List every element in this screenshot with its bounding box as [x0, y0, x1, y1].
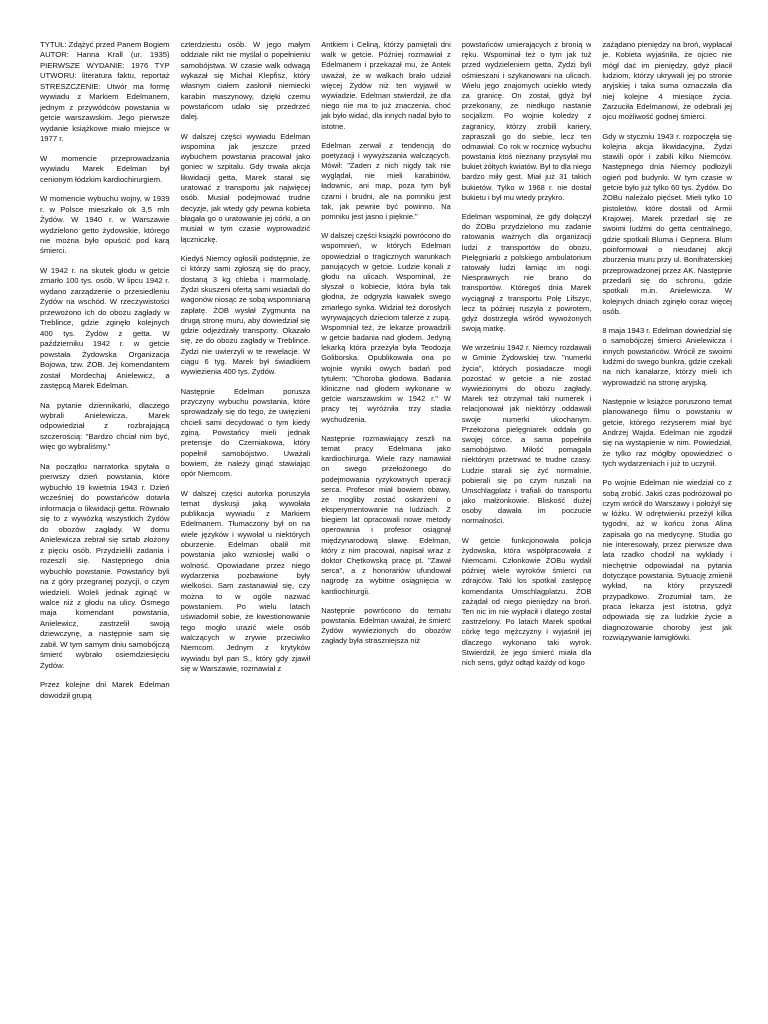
text-column-3 [321, 40, 451, 980]
paragraph: Na pytanie dziennikarki, dlaczego wybrali Anielewicza, Marek odpowiedział z rozbrajającą szczerością: "Bardzo chciał nim być, więc go wybraliśmy." [40, 400, 170, 452]
paragraph: We wrześniu 1942 r. Niemcy rozdawali w Gminie Żydowskiej tzw. "numerki życia", których posiadacze mogli pozostać w getcie a nie zostać wywiezionymi do obozu zagłady. Marek też otrzymał taki numerek i relacjonował jak niektórzy oddawali swoje numerki ukochanym. Przełożona pielęgniarek oddała go swojej córce, a sama popełniła samobójstwo. Miłość pomagała niektórym przetrwać te trudne czasy. Ludzie starali się żyć normalnie, pobierali się po czym ruszali na Umschlagplatz i trafiali do transportu jako małżonkowie. Bliskość dużej osoby dawała im poczucie normalności. [461, 343, 592, 526]
paragraph: Następnie powrócono do tematu powstania. Edelman uważał, że śmierć Żydów wywiezionych do obozów zagłady była straszniejsza niż [321, 605, 451, 646]
paragraph: powstańców umierających z bronią w ręku. Wspominał też o tym jak tuż przed wydzieleniem getta, Żydzi byli ośmieszani i szykanowani na ulicach. Wielu jego znajomych uciekło wtedy za granicę. On został, gdyż był przekonany, że niedługo nastanie socjalizm. Po wojnie koledzy z zagranicy, którzy zrobili kariery, zapraszali go do siebie, lecz ten odmawiał. Co rok w rocznicę wybuchu powstania ktoś nieznany przysyłał mu bukiet żółtych kwiatów. Był to dla niego bardzo miły gest. Miał już 31 takich bukietów. Tylko w 1968 r. nie dostał bukietu i był mu wtedy przykro. [461, 40, 592, 202]
paragraph: zażądano pieniędzy na broń, wypłacał je. Kobieta wyjaśniła, że ojciec nie mógł dać im pieniędzy, gdyż płacił ludziom, którzy ukrywali jej po stronie aryjskiej i taka suma oznaczała dla niej kolejne 4 miesiące życia. Zarzuciła Edelmanowi, że odebrali jej ojcu możliwość godnej śmierci. [602, 40, 732, 122]
paragraph: Kiedyś Niemcy ogłosili podstępnie, że ci którzy sami zgłoszą się do pracy, dostaną 3 kg chleba i marmoladę. Żydzi skuszeni ofertą sami wsiadali do wagonów niosąc ze sobą wspomnianą zapłatę. ŻOB wysłał Zygmunta na drugą stronę muru, aby dowiedział się gdzie odjeżdżały transporty. Okazało się, że do obozu zagłady w Treblince. Żydzi nie uwierzyli w te rewelacje. W ciągu 6 tyg. Marek był świadkiem wywiezienia 400 tys. Żydów. [180, 253, 311, 377]
paragraph: W momencie wybuchu wojny, w 1939 r. w Polsce mieszkało ok 3,5 mln Żydów. W 1940 r. w Warszawie wydzielono getto żydowskie, którego nie można było opuścić pod karą śmierci. [40, 194, 170, 256]
text-column-2 [181, 40, 311, 980]
paragraph: Edelman zerwał z tendencją do poetyzacji i wywyższania walczących. Mówił: "Żaden z nich nigdy tak nie wyglądał, nie mieli karabinów, ładownic, ani map, poza tym byli czarni i brudni, ale na pomniku jest tak, jak pewnie być powinno. Na pomniku jest jasno i pięknie." [321, 140, 451, 221]
text-column-4 [462, 40, 592, 980]
paragraph: Gdy w styczniu 1943 r. rozpoczęła się kolejna akcja likwidacyjna, Żydzi stawili opór i zabili kilku Niemców. Następnego dnia Niemcy podłożyli ogień pod budynki. W tym czasie w getcie było już tylko 60 tys. Żydów. Do ŻOBu należało pięćset. Mieli tylko 10 pistoletów, które dostali od Armii Krajowej. Marek przedarł się ze swoimi ludźmi do getta centralnego, gdzie spotkali Bluma i Gepnera. Blum poinformował o nieudanej akcji zburzenia muru przy ul. Bonifraterskiej przeprowadzonej przez AK. Następnie przedarli się do schronu, gdzie spotkali m.in. Anielewicza. W kolejnych dniach zginęło coraz więcej osób. [602, 131, 732, 316]
paragraph: TYTUŁ: Zdążyć przed Panem Bogiem AUTOR: Hanna Krall (ur. 1935) PIERWSZE WYDANIE: 1976 TYP UTWORU: literatura faktu, reportaż STRESZCZENIE: Utwór ma formę wywiadu z Markiem Edelmanem, jednym z przywódców powstania w getcie warszawskim. Jego pierwsze wydanie książkowe miało miejsce w 1977 r. [40, 40, 170, 144]
paragraph: czterdziestu osób. W jego małym oddziale nikt nie myślał o popełnieniu samobójstwa. W czasie walk odwagą wykazał się Michał Klepfisz, który własnym ciałem zasłonił niemiecki karabin maszynowy, dzięki czemu powstańcom udało się przedrzeć dalej. [180, 40, 311, 122]
paragraph: Antkiem i Celiną, którzy pamiętali dni walk w getcie. Później rozmawiał z Edelmanem i przekazał mu, że Antek uważał, że w walkach brało udział więcej Żydów niż ten wyjawił w wywiadzie. Edelman stwierdził, że dla niego nie ma to już znaczenia, choć jak było widać, dla innych nadal było to istotne. [321, 40, 451, 131]
text-column-5 [602, 40, 732, 980]
paragraph: Po wojnie Edelman nie wiedział co z sobą zrobić. Jakiś czas podróżował po czym wrócił do Warszawy i położył się w łóżku. W odrętwieniu przeżył kilka tygodni, aż w końcu żona Alina zapisała go na medycynę. Studia go nie interesowały, przez pierwsze dwa lata rzadko chodził na wykłady i niechętnie odpowiadał na pytania dotyczące powstania. Sytuację zmienił wykład, na który przyszedł przypadkowo. Zrozumiał tam, że praca lekarza jest istotna, gdyż odpowiada się za ludzkie życie a diagnozowanie choroby jest jak rozwiązywanie łamigłówki. [602, 478, 732, 642]
paragraph: Przez kolejne dni Marek Edelman dowodził grupą [40, 680, 170, 700]
paragraph: Następnie w książce poruszono temat planowanego filmu o powstaniu w getcie, którego reżyserem miał być Andrzej Wajda. Edelman nie zgodził się na wystąpienie w nim. Powiedział, że tylko raz mógłby opowiedzieć o tych wydarzeniach i już to uczynił. [602, 397, 732, 468]
paragraph: W getcie funkcjonowała policja żydowska, która współpracowała z Niemcami. Członkowie ŻOBu wydali później wiele wyroków śmierci na zdrajców. Taki los spotkał zastępcę komendanta Umschlagplatzu. ŻOB zażądał od niego pieniędzy na broń. Ten nic im nie wypłacił i dlatego został zastrzelony. Po latach Marek spotkał córkę tego mężczyzny i wyjaśnił jej dlaczego wykonano taki wyrok. Stwierdził, że jego śmierć miała dla nich sens, gdyż odtąd każdy od kogo [461, 535, 592, 667]
paragraph: Następnie Edelman porusza przyczyny wybuchu powstania, które sprowadzały się do tego, że uwięzieni chcieli sami decydować o tym kiedy zginą. Powstańcy mieli jednak pretensje do Czerniakowa, który popełnił samobójstwo. Uważali bowiem, że należy ginąć stawiając opór Niemcom. [180, 386, 311, 479]
paragraph: W dalszej części wywiadu Edelman wspomina jak jeszcze przed wybuchem powstania pracował jako goniec w szpitalu. Gdy trwała akcja likwidacji getta, Marek starał się uratować z transportu jak najwięcej osób. Musiał podejmować trudne decyzje, jak wtedy gdy pewna kobieta błagała go o uratowanie jej córki, a on musiał w tym czasie wyprowadzić łączniczkę. [180, 131, 311, 244]
paragraph: Edelman wspominał, że gdy dołączył do ŻOBu przydzielono mu zadanie ratowania ważnych dla organizacji ludzi z transportów do obozu. Pielęgniarki z polskiego ambulatorium ratowały ludzi łamiąc im nogi. Niesprawnych nie brano do transportów. Któregoś dnia Marek wyciągnął z transportu Polę Lifszyc, lecz ta później ruszyła z powrotem, gdyż dostrzegła wśród wywożonych swoją matkę. [461, 212, 592, 334]
paragraph: W momencie przeprowadzania wywiadu Marek Edelman był cenionym łódzkim kardiochirurgiem. [40, 153, 170, 184]
paragraph: 8 maja 1943 r. Edelman dowiedział się o samobójczej śmierci Anielewicza i innych powstańców. Wrócił ze swoimi ludźmi do swego bunkra, gdzie czekali na nich kanalarze, którzy mieli ich wyprowadzić na stronę aryjską. [602, 326, 732, 387]
paragraph: Następnie rozmawiający zeszli na temat pracy Edelmana jako kardiochirurga. Wiele razy namawiał on swego przełożonego do podejmowania ryzykownych operacji serca. Profesor miał bowiem obawy, że mogliby zostać oskarżeni o eksperymentowanie na ludziach. Z biegiem lat opracowali nowe metody operowania i profesor osiągnął międzynarodową sławę. Edelman, który z nim pracował, napisał wraz z doktor Chętkowską pracę pt. "Zawał serca", a z honorariów ufundował nagrodę za wybitne osiągnięcia w kardiochirurgii. [321, 433, 451, 596]
paragraph: W 1942 r. na skutek głodu w getcie zmarło 100 tys. osób. W lipcu 1942 r. wydano zarządzenie o przesiedleniu Żydów na wschód. W rzeczywistości przewożono ich do obozu zagłady w Treblince, gdzie zginęło kolejnych 400 tys. Żydów z getta. W październiku 1942 r. w getcie powstała Żydowska Organizacja Bojowa, tzw. ŻOB. Jej komendantem został Mordechaj Anielewicz, a zastępcą Marek Edelman. [40, 265, 170, 391]
paragraph: W dalszej części autorka poruszyła temat dyskusji jaką wywołała publikacja wywiadu z Markiem Edelmanem. Tłumaczony był on na wiele języków i wywołał u niektórych oburzenie. Edelman obalił mit powstania jako wzniosłej walki o wolność. Opowiadane przez niego wydarzenia pozbawione były wielkości. Sam zastanawiał się, czy można to w ogóle nazwać powstaniem. Po wielu latach uświadomił sobie, że kwestionowanie tego mogło urazić wiele osób walczących w zrywie przeciwko Niemcom. Jednym z krytyków wywiadu był pan S., który gdy zjawił się w Warszawie, rozmawiał z [180, 488, 311, 673]
paragraph: W dalszej części książki powrócono do wspomnień, w których Edelman opowiedział o tragicznych warunkach panujących w getcie. Ludzie konali z głodu na ulicach. Wspominał, że słyszał o kobiecie, która była tak głodna, że odgryzła kawałek swego zmarłego synka. Widział też dorosłych wyrywających dzieciom talerze z zupą. Wspomniał też, że lekarze prowadzili w getcie badania nad głodem. Jedyną lekarką która przeżyła była Teodozja Goliborska. Opublikowała ona po wojnie wyniki owych badań pod tytułem: "Choroba głodowa. Badania kliniczne nad głodem wykonane w getcie warszawskim w 1942 r." W pracy tej wyróżniła trzy stadia wychudzenia. [321, 231, 451, 424]
document-page [40, 40, 732, 980]
text-column-1 [40, 40, 170, 980]
paragraph: Na początku narratorka spytała o pierwszy dzień powstania, które wybuchło 19 kwietnia 1943 r. Dzień wcześniej do powstańców dotarła informacja o likwidacji getta. Równało się to z wywózką wszystkich Żydów do obozów zagłady. W domu Anielewicza zebrał się sztab złożony z pięciu osób. Przydzielili zadania i rozeszli się. Następnego dnia wybuchło powstanie. Powstańcy byli na z góry przegranej pozycji, o czym wiedzieli. Woleli jednak zginąć w walce niż z głodu na ulicy. Ósmego maja komendant powstania, Anielewicz, zastrzelił swoją dziewczynę, a następnie sam się zabił. W tym samym dniu samobójczą śmierć wybrało osiemdziesięciu Żydów. [40, 461, 170, 670]
